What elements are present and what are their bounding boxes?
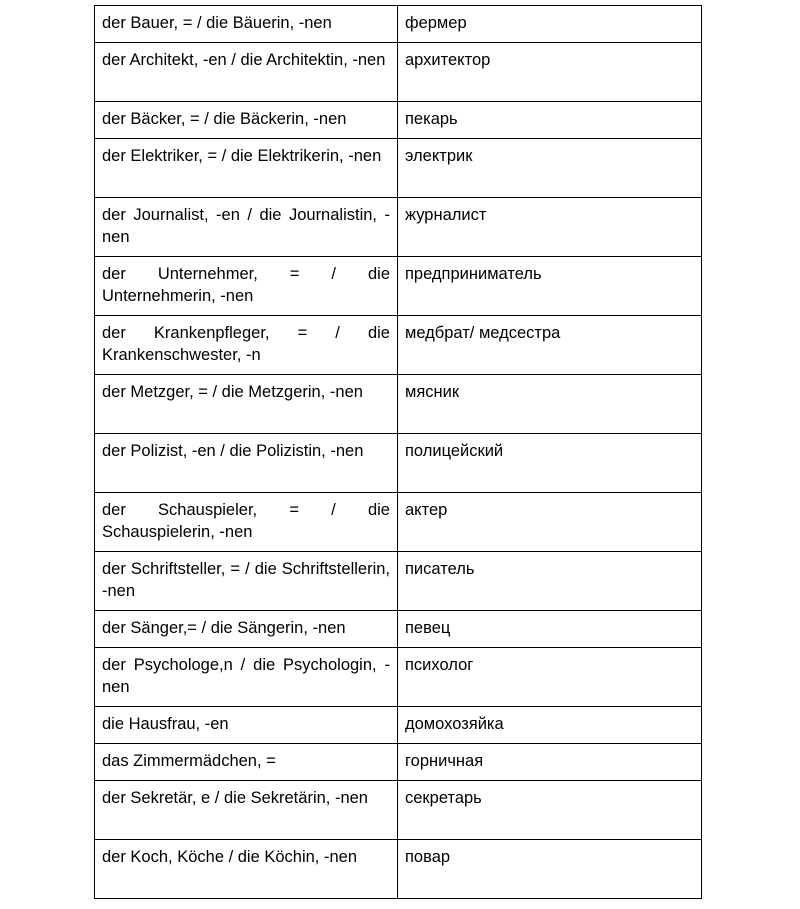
russian-cell: медбрат/ медсестра: [398, 316, 702, 375]
table-row: [95, 744, 702, 781]
table-row: [95, 43, 702, 102]
german-cell: der Sänger,= / die Sängerin, -nen: [95, 611, 398, 648]
table-row: [95, 375, 702, 434]
russian-cell: журналист: [398, 198, 702, 257]
table-row: [95, 781, 702, 840]
russian-cell: певец: [398, 611, 702, 648]
russian-cell: пекарь: [398, 102, 702, 139]
table-row: [95, 139, 702, 198]
german-cell: der Bäcker, = / die Bäckerin, -nen: [95, 102, 398, 139]
german-cell: die Hausfrau, -en: [95, 707, 398, 744]
table-row: [95, 840, 702, 899]
russian-cell: актер: [398, 493, 702, 552]
german-cell: der Journalist, -en / die Journalistin, -nen: [95, 198, 398, 257]
table-row: [95, 493, 702, 552]
russian-cell: электрик: [398, 139, 702, 198]
vocabulary-table: [94, 5, 702, 899]
table-row: [95, 434, 702, 493]
table-row: [95, 198, 702, 257]
german-cell: der Unternehmer, = / die Unternehmerin, -nen: [95, 257, 398, 316]
german-cell: der Schriftsteller, = / die Schriftstellerin, -nen: [95, 552, 398, 611]
table-row: [95, 316, 702, 375]
german-cell: der Psychologe,n / die Psychologin, -nen: [95, 648, 398, 707]
table-row: [95, 6, 702, 43]
german-cell: der Krankenpfleger, = / die Krankenschwester, -n: [95, 316, 398, 375]
german-cell: der Bauer, = / die Bäuerin, -nen: [95, 6, 398, 43]
russian-cell: предприниматель: [398, 257, 702, 316]
german-cell: der Elektriker, = / die Elektrikerin, -nen: [95, 139, 398, 198]
russian-cell: фермер: [398, 6, 702, 43]
german-cell: der Koch, Köche / die Köchin, -nen: [95, 840, 398, 899]
german-cell: das Zimmermädchen, =: [95, 744, 398, 781]
russian-cell: горничная: [398, 744, 702, 781]
russian-cell: мясник: [398, 375, 702, 434]
table-row: [95, 257, 702, 316]
table-row: [95, 707, 702, 744]
german-cell: der Architekt, -en / die Architektin, -nen: [95, 43, 398, 102]
russian-cell: секретарь: [398, 781, 702, 840]
russian-cell: повар: [398, 840, 702, 899]
russian-cell: архитектор: [398, 43, 702, 102]
table-row: [95, 648, 702, 707]
table-row: [95, 552, 702, 611]
russian-cell: полицейский: [398, 434, 702, 493]
german-cell: der Metzger, = / die Metzgerin, -nen: [95, 375, 398, 434]
table-row: [95, 102, 702, 139]
german-cell: der Schauspieler, = / die Schauspielerin, -nen: [95, 493, 398, 552]
russian-cell: психолог: [398, 648, 702, 707]
russian-cell: домохозяйка: [398, 707, 702, 744]
german-cell: der Polizist, -en / die Polizistin, -nen: [95, 434, 398, 493]
russian-cell: писатель: [398, 552, 702, 611]
german-cell: der Sekretär, e / die Sekretärin, -nen: [95, 781, 398, 840]
table-row: [95, 611, 702, 648]
